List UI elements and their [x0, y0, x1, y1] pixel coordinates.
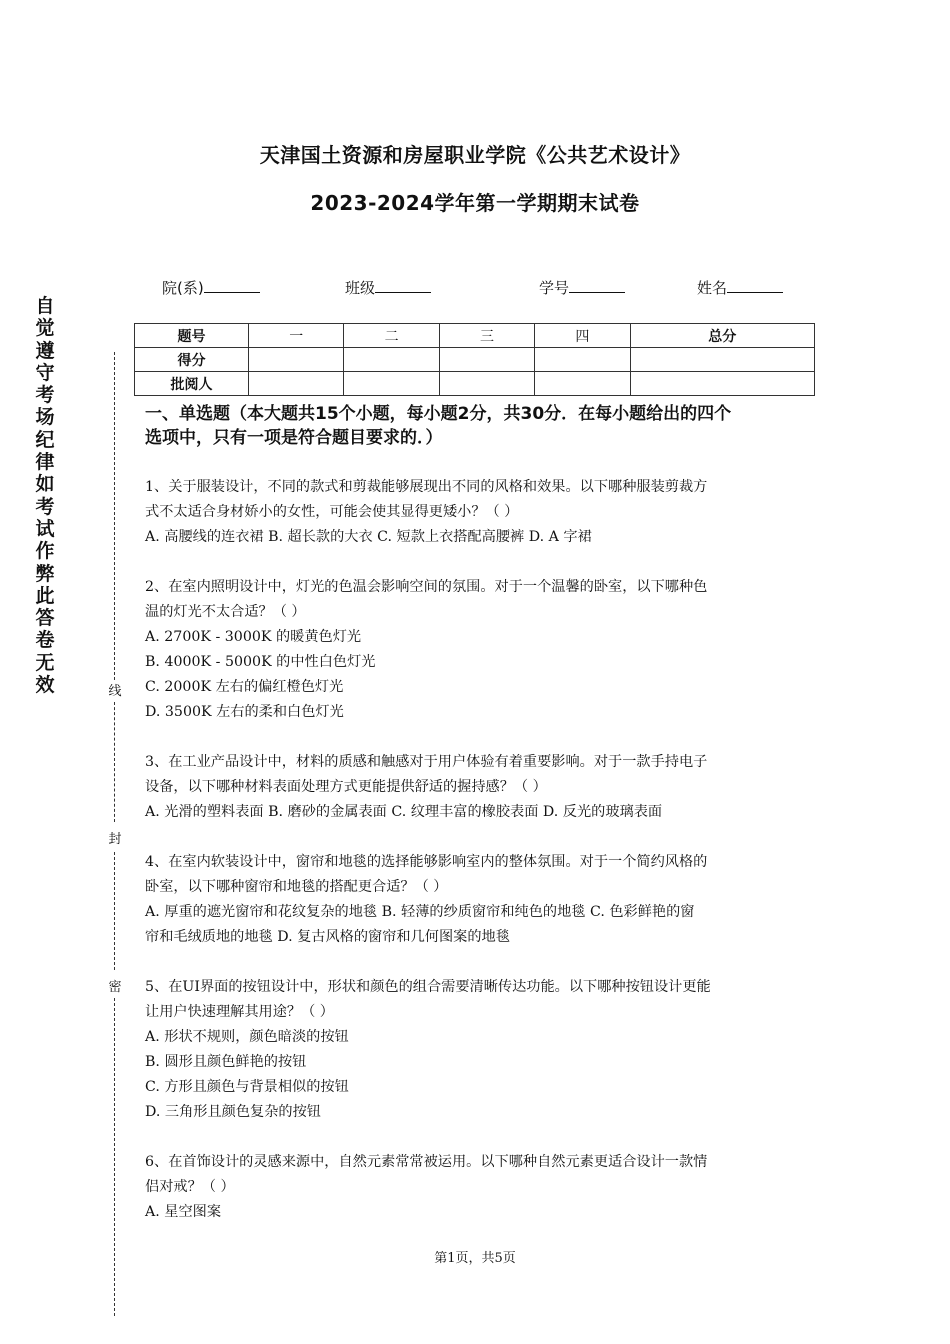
info-name: 姓名	[697, 277, 783, 298]
score-row	[135, 348, 815, 372]
exam-title-line1: 天津国土资源和房屋职业学院《公共艺术设计》	[259, 143, 691, 167]
question-2	[145, 575, 813, 725]
option-b: B. 4000K - 5000K 的中性白色灯光	[145, 654, 376, 670]
seal-line-segment	[114, 702, 115, 822]
column-header-total: 总分	[630, 324, 814, 348]
row-header-grader: 批阅人	[135, 372, 249, 396]
question-options: A. 光滑的塑料表面 B. 磨砂的金属表面 C. 纹理丰富的橡胶表面 D. 反光的玻璃表面	[145, 804, 663, 820]
question-options: 帘和毛绒质地的地毯 D. 复古风格的窗帘和几何图案的地毯	[145, 929, 510, 945]
exam-rules-notice: 自觉遵守考场纪律如考试作弊此答卷无效	[35, 295, 55, 697]
section-heading: 一、单选题（本大题共15个小题，每小题2分，共30分．在每小题给出的四个 选项中，只有一项是符合题目要求的．）	[145, 404, 732, 448]
question-text: 4、在室内软装设计中，窗帘和地毯的选择能够影响室内的整体氛围。对于一个简约风格的	[145, 854, 708, 870]
option-d: D. 3500K 左右的柔和白色灯光	[145, 704, 344, 720]
score-cell[interactable]	[535, 348, 630, 372]
row-header-question-number: 题号	[135, 324, 249, 348]
score-cell[interactable]	[630, 348, 814, 372]
question-text: 侣对戒？（ ）	[145, 1179, 235, 1195]
exam-title-line2: 2023-2024学年第一学期期末试卷	[310, 191, 640, 215]
question-options: A. 厚重的遮光窗帘和花纹复杂的地毯 B. 轻薄的纱质窗帘和纯色的地毯 C. 色彩鲜艳的窗	[145, 904, 695, 920]
question-text: 6、在首饰设计的灵感来源中，自然元素常常被运用。以下哪种自然元素更适合设计一款情	[145, 1154, 708, 1170]
seal-mark-secret: 密	[106, 976, 124, 995]
grader-cell[interactable]	[249, 372, 344, 396]
option-d: D. 三角形且颜色复杂的按钮	[145, 1104, 321, 1120]
seal-line-segment	[114, 852, 115, 970]
seal-mark-line: 线	[106, 680, 124, 699]
seal-line-segment	[114, 998, 115, 1316]
exam-content	[145, 402, 813, 1225]
question-options: A. 高腰线的连衣裙 B. 超长款的大衣 C. 短款上衣搭配高腰裤 D. A 字裙	[145, 529, 592, 545]
info-department: 院(系)	[162, 277, 260, 298]
grader-cell[interactable]	[535, 372, 630, 396]
question-text: 让用户快速理解其用途？（ ）	[145, 1004, 334, 1020]
score-cell[interactable]	[249, 348, 344, 372]
question-4	[145, 850, 813, 950]
page-footer: 第1页，共5页	[434, 1251, 516, 1266]
column-header-4: 四	[535, 324, 630, 348]
seal-mark-seal: 封	[106, 828, 124, 847]
student-id-blank[interactable]	[569, 278, 625, 293]
question-text: 设备，以下哪种材料表面处理方式更能提供舒适的握持感？（ ）	[145, 779, 547, 795]
option-c: C. 2000K 左右的偏红橙色灯光	[145, 679, 344, 695]
score-cell[interactable]	[344, 348, 439, 372]
score-cell[interactable]	[439, 348, 534, 372]
score-table-header-row	[135, 324, 815, 348]
question-5	[145, 975, 813, 1125]
column-header-2: 二	[344, 324, 439, 348]
score-table	[134, 323, 815, 396]
question-text: 1、关于服装设计，不同的款式和剪裁能够展现出不同的风格和效果。以下哪种服装剪裁方	[145, 479, 708, 495]
option-c: C. 方形且颜色与背景相似的按钮	[145, 1079, 349, 1095]
grader-cell[interactable]	[439, 372, 534, 396]
option-a: A. 星空图案	[145, 1204, 222, 1220]
option-a: A. 2700K - 3000K 的暖黄色灯光	[145, 629, 362, 645]
info-class: 班级	[345, 277, 431, 298]
grader-cell[interactable]	[344, 372, 439, 396]
department-blank[interactable]	[204, 278, 260, 293]
question-text: 卧室，以下哪种窗帘和地毯的搭配更合适？（ ）	[145, 879, 448, 895]
class-blank[interactable]	[375, 278, 431, 293]
column-header-1: 一	[249, 324, 344, 348]
row-header-score: 得分	[135, 348, 249, 372]
column-header-3: 三	[439, 324, 534, 348]
question-text: 温的灯光不太合适？（ ）	[145, 604, 306, 620]
name-blank[interactable]	[727, 278, 783, 293]
question-text: 2、在室内照明设计中，灯光的色温会影响空间的氛围。对于一个温馨的卧室，以下哪种色	[145, 579, 708, 595]
question-1	[145, 475, 813, 550]
grader-row	[135, 372, 815, 396]
question-6	[145, 1150, 813, 1225]
question-text: 5、在UI界面的按钮设计中，形状和颜色的组合需要清晰传达功能。以下哪种按钮设计更能	[145, 979, 711, 995]
grader-cell[interactable]	[630, 372, 814, 396]
option-b: B. 圆形且颜色鲜艳的按钮	[145, 1054, 307, 1070]
question-text: 3、在工业产品设计中，材料的质感和触感对于用户体验有着重要影响。对于一款手持电子	[145, 754, 708, 770]
option-a: A. 形状不规则，颜色暗淡的按钮	[145, 1029, 349, 1045]
seal-line-segment	[114, 352, 115, 680]
info-student-id: 学号	[539, 277, 625, 298]
question-3	[145, 750, 813, 825]
question-text: 式不太适合身材娇小的女性，可能会使其显得更矮小？（ ）	[145, 504, 519, 520]
